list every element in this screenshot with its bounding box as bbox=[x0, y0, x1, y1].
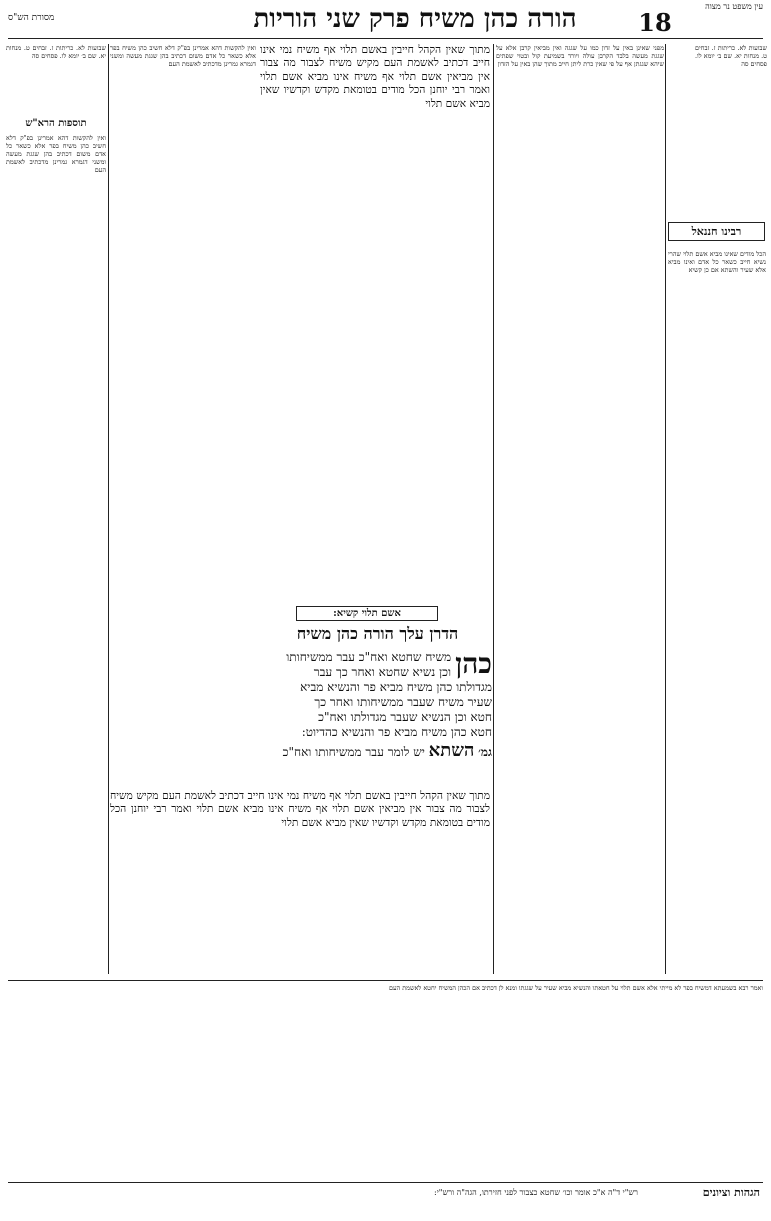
tosafot-harosh-text: ואין להקשות דהא אמרינן בפ"ק דלא חשיב כהן משיח בפר אלא כשאר כל אדם משום דכתיב בהן שגגת מעשה ומשני דגמרא גמרינן מדכתיב לאשמת העם bbox=[6, 134, 106, 175]
gemara-word: השתא bbox=[428, 740, 475, 761]
gemara-lower bbox=[110, 790, 490, 975]
ein-mishpat-text: שבועות לא. כריתות ז. זבחים ט. מנחות יא. שם ב׳ יומא לו. פסחים סה bbox=[695, 44, 767, 69]
mishnah-line: שעיר משיח שעבר ממשיחותו ואחר כך bbox=[314, 695, 492, 709]
column-separator bbox=[108, 44, 109, 974]
tosafot-text: ואין להקשות דהא אמרינן בפ"ק דלא חשיב כהן משיח בפר אלא כשאר כל אדם משום דכתיב בהן שגגת מעשה ומשני דגמרא גמרינן מדכתיב לאשמת העם bbox=[110, 44, 256, 69]
footer-commentary bbox=[8, 984, 763, 1179]
perek-end-box: אשם תלוי קשיא: bbox=[296, 606, 438, 621]
column-separator bbox=[665, 44, 666, 974]
rashi-column bbox=[496, 44, 664, 974]
mishnah-line: חטא כהן משיח מביא פר והנשיא כהדיוט: bbox=[301, 725, 492, 739]
rashi-text: מפני שאינן באין על זדון כמו על שגגה ואין מביאין קרבן אלא על שגגת מעשה בלבד הקרבן עולה ויורד בשמיעת קול ובטוי שפתים שיהא שגגתן אף על פי שאין כרת ליתן חייב מתוך שהן באין על הזדון bbox=[496, 44, 664, 69]
footer-commentary-text: ואמר רבא בשמעתא דמשיח בפר לא מייתי אלא אשם תלוי על חטאתו והנשיא מביא שעיר על שגגתו ומנא לן דכתיב אם הכהן המשיח יחטא לאשמת העם bbox=[388, 984, 763, 992]
mishnah-line: משיח שחטא ואח"כ עבר ממשיחותו bbox=[286, 650, 452, 664]
tosafot-harosh-column bbox=[6, 134, 106, 974]
glosses-heading: הגהות וציונים bbox=[702, 1186, 760, 1199]
mishnah-block bbox=[262, 647, 492, 761]
ein-mishpat-column bbox=[695, 44, 767, 194]
glosses-rule bbox=[8, 1182, 763, 1183]
rabbenu-column bbox=[668, 250, 766, 940]
left-corner: מסורת הש"ס bbox=[8, 13, 55, 23]
mishnah-line: וכן נשיא שחטא ואחר כך עבר bbox=[313, 665, 452, 679]
rabbenu-heading: רבינו חננאל bbox=[668, 222, 765, 241]
mishnah-open-word: כהן bbox=[455, 647, 492, 680]
page-number: 18 bbox=[638, 8, 672, 37]
glosses-text: רש"י ד"ה א"כ אומר וכו׳ שחטא כצבור לפני חזירתו, הגה"ה ורש"י: bbox=[434, 1188, 638, 1197]
right-corner: עין משפט נר מצוה bbox=[705, 2, 763, 11]
rabbenu-text: הכל מודים שאינו מביא אשם תלוי שהרי נשיא חייב כשאר כל אדם ואינו מביא אלא שעיר והשתא אם כן קשיא bbox=[668, 250, 766, 275]
page-title: הורה כהן משיח פרק שני הוריות bbox=[253, 4, 577, 34]
tosafot-column bbox=[110, 44, 256, 784]
gemara-lower-text: מתוך שאין הקהל חייבין באשם תלוי אף משיח נמי אינו חייב דכתיב לאשמת העם מקיש משיח לצבור מה צבור אין מביאין אשם תלוי אף משיח אינו מביא אשם תלוי ואמר רבי יוחנן הכל מודים בטומאת מקדש וקדשיו שאין מביא אשם תלוי bbox=[110, 790, 490, 829]
header-rule bbox=[8, 38, 763, 39]
mishnah-line: מגדולתו כהן משיח מביא פר והנשיא מביא bbox=[300, 680, 492, 694]
mishnah-line: חטא וכן הנשיא שעבר מגדולתו ואח"כ bbox=[318, 710, 492, 724]
hadran-heading: הדרן עלך הורה כהן משיח bbox=[296, 624, 459, 643]
gemara-open: גמ׳ bbox=[478, 745, 492, 759]
mesoret-column bbox=[6, 44, 106, 104]
column-separator bbox=[493, 44, 494, 974]
gemara-upper bbox=[260, 44, 490, 604]
tosafot-harosh-heading: תוספות הרא"ש bbox=[25, 118, 87, 129]
gemara-line: יש לומר עבר ממשיחותו ואח"כ bbox=[282, 745, 425, 759]
gemara-upper-text: מתוך שאין הקהל חייבין באשם תלוי אף משיח נמי אינו חייב דכתיב לאשמת העם מקיש משיח לצבור מה צבור אין מביאין אשם תלוי אף משיח אינו מביא אשם תלוי ואמר רבי יוחנן הכל מודים בטומאת מקדש וקדשיו שאין מביא אשם תלוי bbox=[260, 44, 490, 110]
mesoret-text: שבועות לא. כריתות ז. זבחים ט. מנחות יא. שם ב׳ יומא לו. פסחים סה bbox=[6, 44, 106, 61]
footer-rule bbox=[8, 980, 763, 981]
